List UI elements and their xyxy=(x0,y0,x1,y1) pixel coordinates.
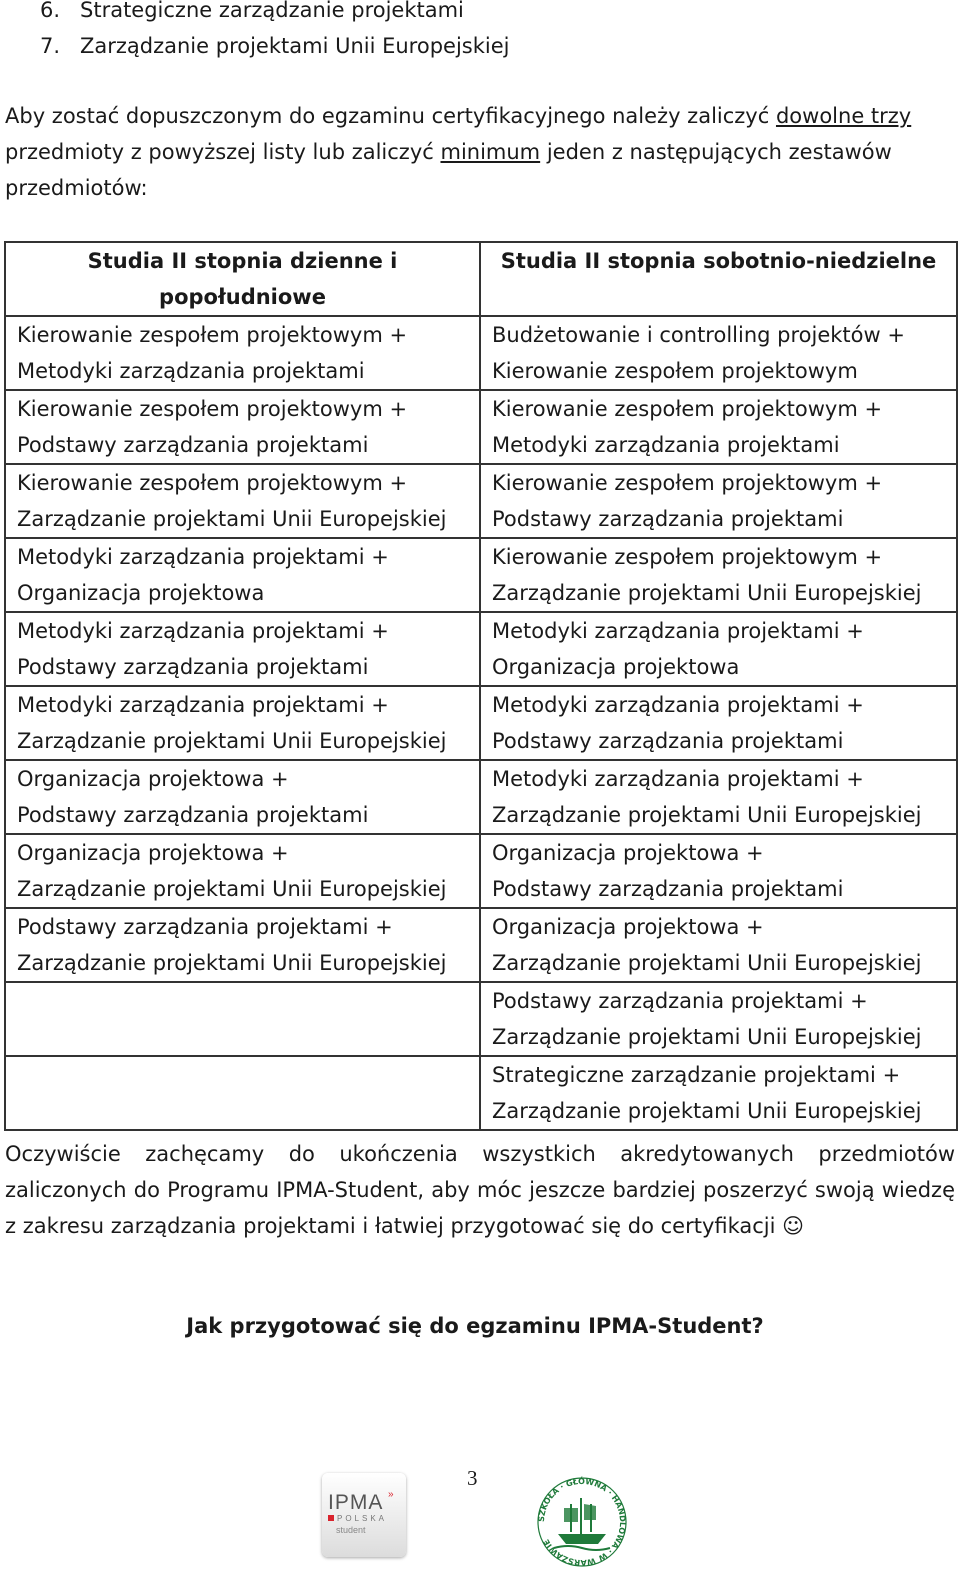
table-row xyxy=(5,760,957,834)
course-name: Podstawy zarządzania projektami xyxy=(17,803,369,827)
sgh-logo xyxy=(534,1474,630,1570)
course-name: Organizacja projektowa + xyxy=(17,841,289,865)
cell-full-time-set xyxy=(5,1056,480,1130)
course-name: Podstawy zarządzania projektami xyxy=(492,877,844,901)
list-item xyxy=(40,0,509,28)
outro-paragraph: Oczywiście zachęcamy do ukończenia wszystkich akredytowanych przedmiotów zaliczonych do Programu IPMA-Student, aby móc jeszcze bardziej poszerzyć swoją wiedzę z zakresu zarządzania projektami i łatwiej przygotować się do certyfikacji ☺ xyxy=(5,1142,955,1238)
course-name: Podstawy zarządzania projektami xyxy=(492,729,844,753)
ipma-logo-graphic xyxy=(322,1473,406,1557)
table-row xyxy=(5,390,957,464)
list-item xyxy=(40,28,509,64)
ship-icon xyxy=(554,1498,610,1550)
cell-weekend-set xyxy=(480,316,957,390)
intro-text: jeden z następujących zestawów przedmiotów: xyxy=(5,140,892,200)
list-number: 7. xyxy=(40,34,61,58)
ipma-logo-square xyxy=(328,1515,334,1521)
table-row xyxy=(5,1056,957,1130)
ipma-logo-student: student xyxy=(336,1525,366,1535)
course-name: Metodyki zarządzania projektami + xyxy=(17,545,389,569)
list-text: Zarządzanie projektami Unii Europejskiej xyxy=(80,34,510,58)
course-name: Zarządzanie projektami Unii Europejskiej xyxy=(492,1099,922,1123)
cell-weekend-set xyxy=(480,390,957,464)
course-name: Metodyki zarządzania projektami + xyxy=(17,693,389,717)
cell-full-time-set xyxy=(5,390,480,464)
course-name: Podstawy zarządzania projektami xyxy=(492,507,844,531)
course-name: Zarządzanie projektami Unii Europejskiej xyxy=(17,507,447,531)
course-name: Podstawy zarządzania projektami + xyxy=(492,989,868,1013)
course-name: Kierowanie zespołem projektowym + xyxy=(17,323,408,347)
cell-weekend-set xyxy=(480,1056,957,1130)
table-row xyxy=(5,612,957,686)
cell-full-time-set xyxy=(5,834,480,908)
table-row xyxy=(5,538,957,612)
cell-full-time-set xyxy=(5,316,480,390)
cell-full-time-set xyxy=(5,686,480,760)
course-name: Kierowanie zespołem projektowym + xyxy=(492,545,883,569)
course-name: Zarządzanie projektami Unii Europejskiej xyxy=(17,951,447,975)
sgh-seal-graphic xyxy=(534,1474,630,1570)
ipma-student-logo xyxy=(322,1473,406,1557)
cell-full-time-set xyxy=(5,464,480,538)
cell-full-time-set xyxy=(5,908,480,982)
table-row xyxy=(5,464,957,538)
course-sets-table xyxy=(4,241,958,1131)
course-name: Zarządzanie projektami Unii Europejskiej xyxy=(492,1025,922,1049)
table-row xyxy=(5,908,957,982)
intro-underlined-minimum: minimum xyxy=(440,140,541,164)
cell-full-time-set xyxy=(5,538,480,612)
course-name: Kierowanie zespołem projektowym + xyxy=(492,471,883,495)
cell-weekend-set xyxy=(480,538,957,612)
table-row xyxy=(5,316,957,390)
course-name: Kierowanie zespołem projektowym xyxy=(492,359,858,383)
page-number: 3 xyxy=(467,1466,478,1490)
cell-weekend-set xyxy=(480,464,957,538)
table-header-row xyxy=(5,242,957,316)
table-body xyxy=(5,316,957,1130)
table-row xyxy=(5,982,957,1056)
cell-weekend-set xyxy=(480,760,957,834)
list-number: 6. xyxy=(40,0,61,22)
table-row xyxy=(5,686,957,760)
intro-underlined-any-three: dowolne trzy xyxy=(775,104,912,128)
course-name: Metodyki zarządzania projektami + xyxy=(492,767,864,791)
course-name: Metodyki zarządzania projektami xyxy=(492,433,840,457)
course-name: Zarządzanie projektami Unii Europejskiej xyxy=(492,803,922,827)
course-name: Metodyki zarządzania projektami + xyxy=(17,619,389,643)
cell-full-time-set xyxy=(5,612,480,686)
ipma-logo-text: IPMA xyxy=(328,1491,384,1514)
course-name: Metodyki zarządzania projektami + xyxy=(492,619,864,643)
seal-ring-text: SZKOŁA · GŁÓWNA · HANDLOWA · W WARSZAWIE xyxy=(536,1476,628,1568)
list-text: Strategiczne zarządzanie projektami xyxy=(80,0,464,22)
course-name: Organizacja projektowa + xyxy=(492,841,764,865)
header-weekend: Studia II stopnia sobotnio-niedzielne xyxy=(480,242,957,316)
header-full-time: Studia II stopnia dzienne i popołudniowe xyxy=(5,242,480,316)
cell-weekend-set xyxy=(480,982,957,1056)
course-name: Podstawy zarządzania projektami xyxy=(17,655,369,679)
cell-weekend-set xyxy=(480,834,957,908)
section-heading: Jak przygotować się do egzaminu IPMA-Student? xyxy=(186,1314,764,1338)
course-name: Metodyki zarządzania projektami + xyxy=(492,693,864,717)
course-name: Metodyki zarządzania projektami xyxy=(17,359,365,383)
cell-weekend-set xyxy=(480,686,957,760)
intro-paragraph xyxy=(5,98,955,206)
course-name: Zarządzanie projektami Unii Europejskiej xyxy=(492,951,922,975)
course-name: Kierowanie zespołem projektowym + xyxy=(17,397,408,421)
cell-weekend-set xyxy=(480,612,957,686)
course-name: Podstawy zarządzania projektami xyxy=(17,433,369,457)
course-name: Strategiczne zarządzanie projektami + xyxy=(492,1063,901,1087)
course-name: Zarządzanie projektami Unii Europejskiej xyxy=(17,729,447,753)
course-name: Organizacja projektowa + xyxy=(492,915,764,939)
course-name: Zarządzanie projektami Unii Europejskiej xyxy=(17,877,447,901)
course-name: Organizacja projektowa xyxy=(492,655,740,679)
cell-full-time-set xyxy=(5,982,480,1056)
ipma-logo-polska: POLSKA xyxy=(337,1514,388,1523)
course-name: Podstawy zarządzania projektami + xyxy=(17,915,393,939)
course-name: Zarządzanie projektami Unii Europejskiej xyxy=(492,581,922,605)
intro-text: Aby zostać dopuszczonym do egzaminu certyfikacyjnego należy zaliczyć xyxy=(5,104,776,128)
cell-weekend-set xyxy=(480,908,957,982)
course-name: Budżetowanie i controlling projektów + xyxy=(492,323,905,347)
course-name: Organizacja projektowa xyxy=(17,581,265,605)
course-name: Kierowanie zespołem projektowym + xyxy=(17,471,408,495)
table-row xyxy=(5,834,957,908)
course-name: Organizacja projektowa + xyxy=(17,767,289,791)
intro-text: przedmioty z powyższej listy lub zaliczyć xyxy=(5,140,441,164)
cell-full-time-set xyxy=(5,760,480,834)
course-name: Kierowanie zespołem projektowym + xyxy=(492,397,883,421)
course-list xyxy=(40,0,509,64)
ipma-logo-accent: » xyxy=(388,1489,394,1500)
